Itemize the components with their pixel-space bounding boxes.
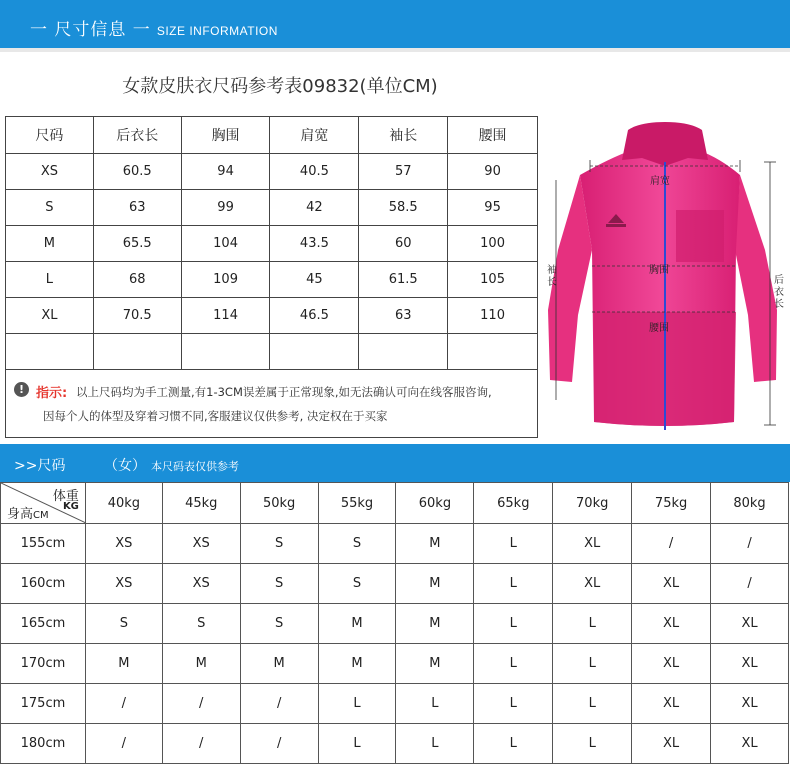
- fit-size-cell: XL: [711, 644, 789, 684]
- jacket-measurement-illustration: [540, 100, 790, 440]
- height-cell: 180cm: [1, 724, 86, 764]
- banner-divider: [0, 48, 790, 52]
- fit-size-cell: M: [85, 644, 162, 684]
- shoulder-label: 肩宽: [650, 176, 670, 187]
- height-unit: CM: [33, 510, 49, 521]
- size-cell: S: [6, 190, 94, 226]
- fit-size-cell: S: [240, 604, 318, 644]
- fit-size-cell: L: [474, 564, 553, 604]
- size-header-cell: 肩宽: [270, 117, 359, 154]
- sleeve-label: 袖长: [547, 265, 557, 288]
- size-header-cell: 胸围: [181, 117, 270, 154]
- fit-size-cell: XL: [711, 604, 789, 644]
- size-header-cell: 腰围: [448, 117, 538, 154]
- size-cell: 63: [93, 190, 181, 226]
- size-cell: 95: [448, 190, 538, 226]
- size-cell: [359, 334, 448, 370]
- size-table-row: [6, 298, 538, 334]
- fit-chart-gender: （女）: [104, 458, 146, 474]
- size-cell: XL: [6, 298, 94, 334]
- fit-size-cell: /: [162, 724, 240, 764]
- weight-header-cell: 55kg: [318, 483, 396, 524]
- fit-size-cell: M: [396, 644, 474, 684]
- fit-size-cell: M: [240, 644, 318, 684]
- fit-size-cell: /: [85, 684, 162, 724]
- size-header-cell: 尺码: [6, 117, 94, 154]
- fit-size-cell: M: [396, 564, 474, 604]
- fit-size-cell: L: [474, 604, 553, 644]
- size-header-cell: 袖长: [359, 117, 448, 154]
- size-cell: 68: [93, 262, 181, 298]
- fit-size-cell: XL: [711, 724, 789, 764]
- fit-size-cell: XL: [632, 644, 711, 684]
- fit-table-row: [1, 604, 789, 644]
- weight-header-cell: 50kg: [240, 483, 318, 524]
- fit-size-cell: M: [318, 644, 396, 684]
- fit-size-cell: L: [318, 684, 396, 724]
- notice-label: 指示:: [36, 386, 68, 401]
- height-cell: 170cm: [1, 644, 86, 684]
- fit-chart-note: 本尺码表仅供参考: [151, 460, 239, 473]
- size-table-row-empty: [6, 334, 538, 370]
- height-cell: 155cm: [1, 524, 86, 564]
- height-cell: 175cm: [1, 684, 86, 724]
- size-table-row: [6, 154, 538, 190]
- fit-size-cell: /: [162, 684, 240, 724]
- fit-size-cell: XL: [632, 564, 711, 604]
- size-table-row: [6, 190, 538, 226]
- size-cell: 114: [181, 298, 270, 334]
- size-cell: 110: [448, 298, 538, 334]
- weight-unit: KG: [62, 501, 79, 512]
- fit-size-cell: L: [474, 524, 553, 564]
- fit-table-row: [1, 564, 789, 604]
- size-cell: 70.5: [93, 298, 181, 334]
- fit-table-row: [1, 724, 789, 764]
- size-cell: 60: [359, 226, 448, 262]
- weight-header-cell: 45kg: [162, 483, 240, 524]
- size-cell: 60.5: [93, 154, 181, 190]
- right-sleeve: [735, 175, 777, 382]
- size-cell: 94: [181, 154, 270, 190]
- size-cell: [6, 334, 94, 370]
- fit-size-cell: XS: [162, 564, 240, 604]
- size-cell: 57: [359, 154, 448, 190]
- notice-line-1: 以上尺码均为手工测量,有1-3CM误差属于正常现象,如无法确认可向在线客服咨询,: [76, 385, 492, 399]
- banner-title-cn: 一 尺寸信息 一: [30, 20, 151, 40]
- fit-size-cell: /: [240, 724, 318, 764]
- height-label-group: [7, 503, 49, 522]
- chest-label: 胸围: [649, 265, 669, 276]
- fit-size-cell: XL: [711, 684, 789, 724]
- weight-header-cell: 60kg: [396, 483, 474, 524]
- fit-size-cell: XS: [162, 524, 240, 564]
- size-cell: 46.5: [270, 298, 359, 334]
- fit-size-cell: M: [396, 604, 474, 644]
- size-cell: 99: [181, 190, 270, 226]
- weight-header-cell: 75kg: [632, 483, 711, 524]
- fit-header-row: [1, 483, 789, 524]
- fit-size-cell: L: [553, 604, 632, 644]
- height-cell: 160cm: [1, 564, 86, 604]
- fit-size-cell: L: [474, 724, 553, 764]
- chest-pocket: [676, 210, 724, 262]
- fit-size-cell: S: [318, 564, 396, 604]
- fit-size-cell: XL: [553, 524, 632, 564]
- info-icon: !: [14, 382, 29, 397]
- fit-size-cell: S: [85, 604, 162, 644]
- weight-header-cell: 65kg: [474, 483, 553, 524]
- waist-label: 腰围: [649, 323, 669, 334]
- banner-title: [30, 15, 278, 40]
- fit-size-cell: S: [240, 524, 318, 564]
- size-cell: 40.5: [270, 154, 359, 190]
- size-table-header-row: [6, 117, 538, 154]
- size-cell: 63: [359, 298, 448, 334]
- weight-header-cell: 40kg: [85, 483, 162, 524]
- size-info-banner: [0, 0, 790, 52]
- size-cell: 61.5: [359, 262, 448, 298]
- fit-size-cell: L: [318, 724, 396, 764]
- size-cell: XS: [6, 154, 94, 190]
- fit-size-cell: L: [396, 724, 474, 764]
- fit-size-cell: /: [711, 524, 789, 564]
- fit-size-cell: L: [474, 684, 553, 724]
- fit-size-cell: L: [396, 684, 474, 724]
- size-header-cell: 后衣长: [93, 117, 181, 154]
- size-cell: 105: [448, 262, 538, 298]
- size-cell: 45: [270, 262, 359, 298]
- size-cell: 42: [270, 190, 359, 226]
- fit-table-row: [1, 524, 789, 564]
- fit-size-cell: XL: [632, 604, 711, 644]
- size-cell: 65.5: [93, 226, 181, 262]
- fit-size-cell: /: [711, 564, 789, 604]
- weight-label: 体重: [52, 489, 79, 504]
- fit-chart-title: >>尺码: [14, 458, 66, 474]
- fit-size-cell: XS: [85, 564, 162, 604]
- fit-size-cell: S: [240, 564, 318, 604]
- size-cell: [93, 334, 181, 370]
- fit-size-cell: L: [474, 644, 553, 684]
- fit-size-cell: M: [396, 524, 474, 564]
- height-label: 身高: [7, 507, 34, 522]
- fit-table-row: [1, 644, 789, 684]
- fit-size-cell: XL: [632, 684, 711, 724]
- size-chart-title: 女款皮肤衣尺码参考表09832(单位CM): [122, 76, 438, 97]
- weight-header-cell: 70kg: [553, 483, 632, 524]
- fit-size-cell: XS: [85, 524, 162, 564]
- notice-line-2: 因每个人的体型及穿着习惯不同,客服建议仅供参考, 决定权在于买家: [43, 409, 388, 423]
- size-cell: L: [6, 262, 94, 298]
- fit-size-cell: XL: [632, 724, 711, 764]
- fit-size-cell: L: [553, 724, 632, 764]
- size-cell: M: [6, 226, 94, 262]
- fit-size-cell: S: [162, 604, 240, 644]
- weight-header-cell: 80kg: [711, 483, 789, 524]
- size-cell: 43.5: [270, 226, 359, 262]
- size-cell: 104: [181, 226, 270, 262]
- size-measurement-table: [5, 116, 538, 370]
- size-cell: 109: [181, 262, 270, 298]
- height-cell: 165cm: [1, 604, 86, 644]
- height-weight-fit-table: [0, 482, 789, 764]
- size-cell: [181, 334, 270, 370]
- fit-table-row: [1, 684, 789, 724]
- fit-corner-cell: [1, 483, 86, 524]
- size-cell: [270, 334, 359, 370]
- fit-size-cell: /: [632, 524, 711, 564]
- size-cell: 90: [448, 154, 538, 190]
- fit-chart-bar: [0, 444, 790, 482]
- size-table-row: [6, 226, 538, 262]
- measurement-notice: [5, 370, 538, 438]
- fit-size-cell: S: [318, 524, 396, 564]
- fit-size-cell: /: [85, 724, 162, 764]
- fit-size-cell: /: [240, 684, 318, 724]
- size-cell: [448, 334, 538, 370]
- size-cell: 100: [448, 226, 538, 262]
- fit-size-cell: L: [553, 644, 632, 684]
- fit-size-cell: M: [318, 604, 396, 644]
- fit-size-cell: L: [553, 684, 632, 724]
- back-length-label: 后衣长: [774, 275, 784, 310]
- size-cell: 58.5: [359, 190, 448, 226]
- fit-size-cell: XL: [553, 564, 632, 604]
- size-table-row: [6, 262, 538, 298]
- fit-size-cell: M: [162, 644, 240, 684]
- banner-title-en: SIZE INFORMATION: [156, 24, 278, 38]
